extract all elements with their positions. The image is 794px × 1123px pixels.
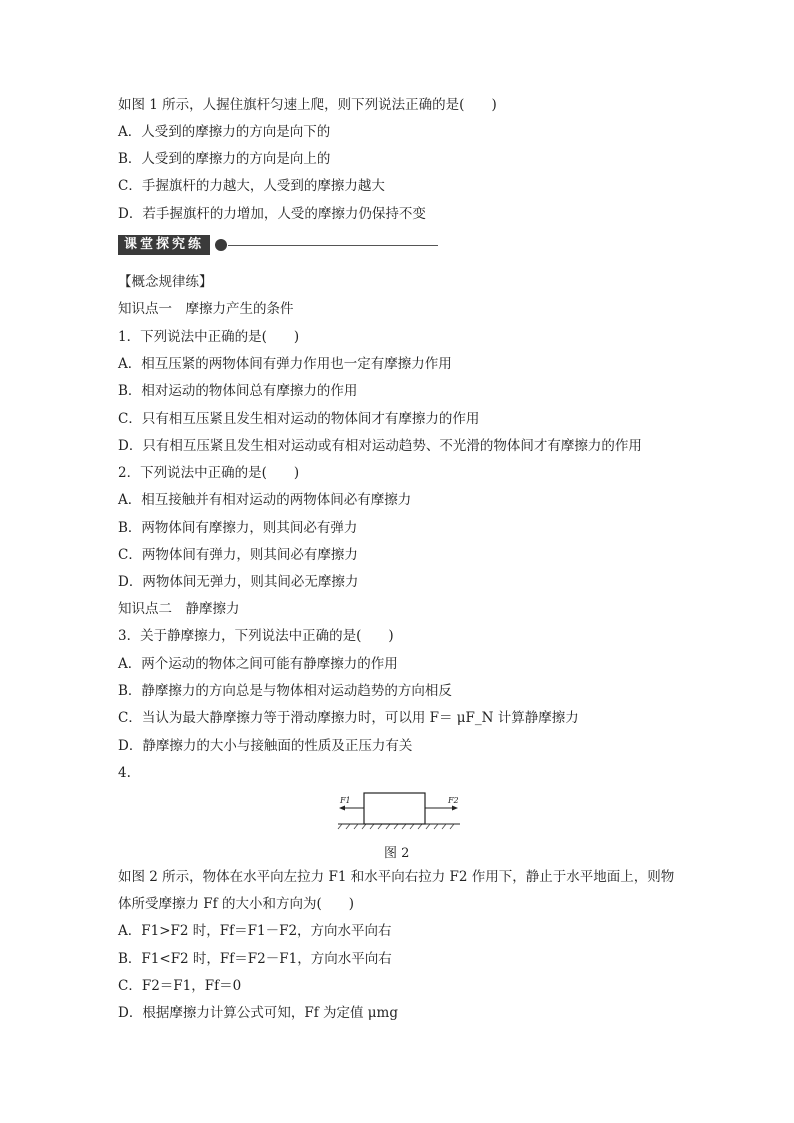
knowledge-point-2: 知识点二 静摩擦力 — [118, 601, 240, 617]
intro-option-d: D．若手握旗杆的力增加，人受的摩擦力仍保持不变 — [118, 206, 426, 222]
section-header — [118, 235, 438, 257]
q2-option-b: B．两物体间有摩擦力，则其间必有弹力 — [118, 520, 358, 536]
q2-stem: 2．下列说法中正确的是( ) — [118, 465, 300, 481]
q3-option-a: A．两个运动的物体之间可能有静摩擦力的作用 — [118, 656, 398, 672]
bullet-dot-icon — [215, 239, 227, 251]
q4-stem-line1: 如图 2 所示，物体在水平向左拉力 F1 和水平向右拉力 F2 作用下，静止于水平地面上，则物 — [118, 869, 675, 885]
q3-stem: 3．关于静摩擦力，下列说法中正确的是( ) — [118, 628, 394, 644]
section-divider — [228, 245, 438, 246]
q1-stem: 1．下列说法中正确的是( ) — [118, 329, 300, 345]
q4-option-c: C．F2＝F1，Ff＝0 — [118, 978, 242, 994]
q1-option-c: C．只有相互压紧且发生相对运动的物体间才有摩擦力的作用 — [118, 411, 480, 427]
q4-stem-line2: 体所受摩擦力 Ff 的大小和方向为( ) — [118, 896, 354, 912]
q2-option-d: D．两物体间无弹力，则其间必无摩擦力 — [118, 574, 359, 590]
intro-option-a: A．人受到的摩擦力的方向是向下的 — [118, 124, 331, 140]
q1-option-d: D．只有相互压紧且发生相对运动或有相对运动趋势、不光滑的物体间才有摩擦力的作用 — [118, 438, 642, 454]
knowledge-point-1: 知识点一 摩擦力产生的条件 — [118, 301, 294, 317]
q4-option-b: B．F1<F2 时，Ff＝F2－F1，方向水平向右 — [118, 951, 392, 967]
intro-option-b: B．人受到的摩擦力的方向是向上的 — [118, 151, 331, 167]
f1-label: F1 — [340, 796, 351, 805]
q2-option-c: C．两物体间有弹力，则其间必有摩擦力 — [118, 547, 358, 563]
ground-hatching — [338, 824, 454, 829]
f1-arrowhead-icon — [339, 806, 345, 811]
q1-option-b: B．相对运动的物体间总有摩擦力的作用 — [118, 383, 358, 399]
q3-option-c: C．当认为最大静摩擦力等于滑动摩擦力时，可以用 F＝ μF_N 计算静摩擦力 — [118, 710, 579, 726]
force-diagram — [336, 788, 462, 834]
q2-option-a: A．相互接触并有相对运动的两物体间必有摩擦力 — [118, 492, 412, 508]
q4-option-d: D．根据摩擦力计算公式可知，Ff 为定值 μmg — [118, 1005, 398, 1021]
q3-option-b: B．静摩擦力的方向总是与物体相对运动趋势的方向相反 — [118, 683, 452, 699]
q1-option-a: A．相互压紧的两物体间有弹力作用也一定有摩擦力作用 — [118, 356, 452, 372]
section-title: 课堂探究练 — [118, 235, 210, 255]
q3-option-d: D．静摩擦力的大小与接触面的性质及正压力有关 — [118, 738, 413, 754]
q4-number: 4. — [118, 765, 131, 781]
f2-arrowhead-icon — [452, 806, 458, 811]
subsection-title: 【概念规律练】 — [118, 274, 213, 290]
figure-caption: 图 2 — [384, 846, 410, 861]
block — [364, 793, 425, 824]
intro-option-c: C．手握旗杆的力越大，人受到的摩擦力越大 — [118, 178, 385, 194]
intro-question: 如图 1 所示，人握住旗杆匀速上爬，则下列说法正确的是( ) — [118, 97, 497, 113]
f2-label: F2 — [448, 796, 459, 805]
q4-option-a: A．F1>F2 时，Ff＝F1－F2，方向水平向右 — [118, 923, 392, 939]
